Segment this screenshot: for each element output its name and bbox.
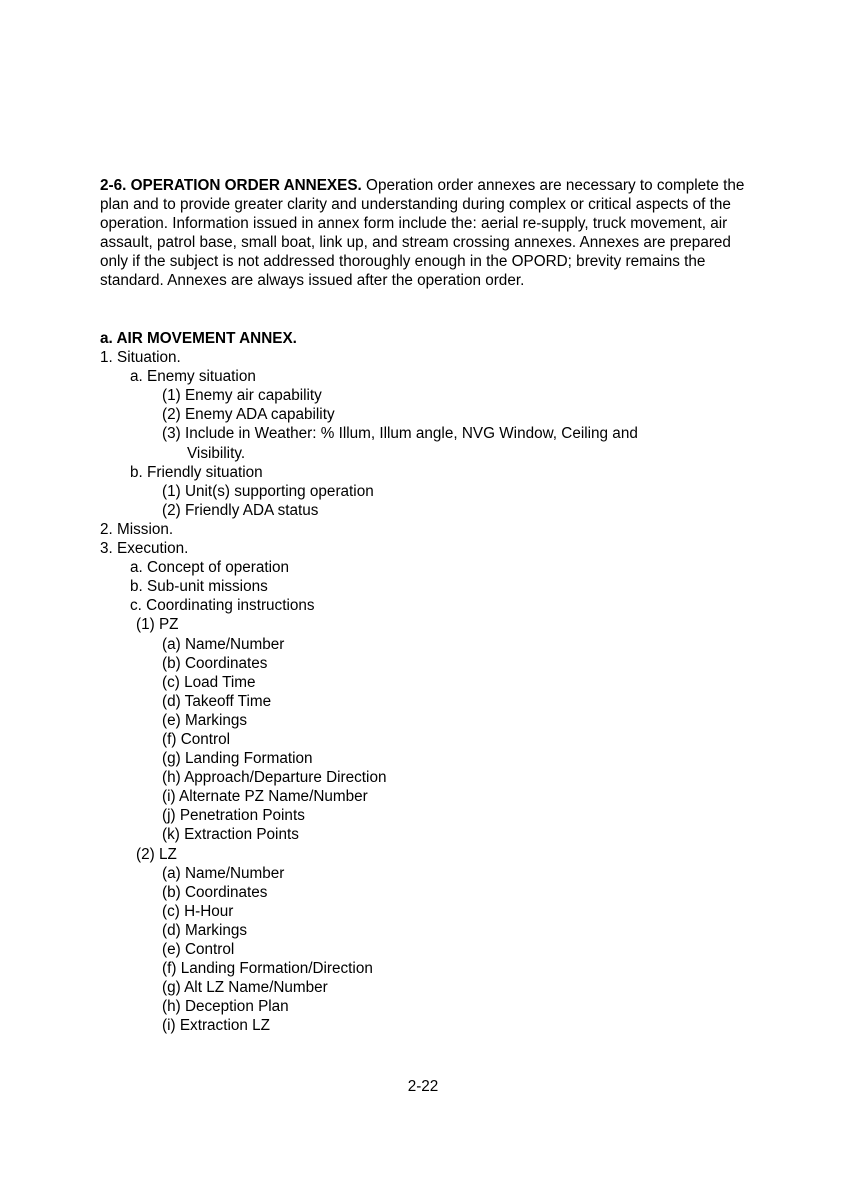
lz-list-item: (g) Alt LZ Name/Number bbox=[162, 979, 328, 997]
concept-item: a. Concept of operation bbox=[130, 559, 290, 577]
pz-list-item: (g) Landing Formation bbox=[162, 750, 313, 768]
intro-body: Operation order annexes are necessary to complete the plan and to provide greater clarity and understanding during complex or critical aspects of the operation. Information issued in annex form include the: aerial re-supply, truck movement, air assault, patrol base, small boat, link up, and stream crossing annexes. Annexes are prepared only if the subject is not addressed thoroughly enough in the OPORD; brevity remains the standard. Annexes are always issued after the operation order. bbox=[100, 177, 745, 290]
page-number: 2-22 bbox=[407, 1078, 439, 1095]
weather-item: (3) Include in Weather: % Illum, Illum angle, NVG Window, Ceiling and bbox=[162, 425, 638, 443]
pz-list-item: (b) Coordinates bbox=[162, 654, 268, 672]
lz-list-item: (i) Extraction LZ bbox=[162, 1017, 270, 1035]
pz-list-item: (j) Penetration Points bbox=[162, 807, 305, 825]
pz-heading: (1) PZ bbox=[136, 616, 179, 634]
lz-list-item: (b) Coordinates bbox=[162, 883, 268, 901]
pz-list-item: (c) Load Time bbox=[162, 673, 256, 691]
coordinating-item: c. Coordinating instructions bbox=[130, 597, 315, 615]
pz-list-item: (e) Markings bbox=[162, 711, 247, 729]
pz-list-item: (f) Control bbox=[162, 730, 230, 748]
subunit-item: b. Sub-unit missions bbox=[130, 578, 268, 596]
enemy-air-item: (1) Enemy air capability bbox=[162, 387, 322, 405]
lz-list-item: (d) Markings bbox=[162, 921, 247, 939]
pz-list-item: (i) Alternate PZ Name/Number bbox=[162, 788, 368, 806]
execution-item: 3. Execution. bbox=[100, 540, 189, 558]
friendly-ada-item: (2) Friendly ADA status bbox=[162, 501, 319, 519]
weather-item-continued: Visibility. bbox=[187, 444, 246, 462]
pz-list-item: (a) Name/Number bbox=[162, 635, 285, 653]
mission-item: 2. Mission. bbox=[100, 520, 174, 538]
pz-list-item: (k) Extraction Points bbox=[162, 826, 299, 844]
pz-list-item: (h) Approach/Departure Direction bbox=[162, 769, 387, 787]
lz-list-item: (f) Landing Formation/Direction bbox=[162, 960, 373, 978]
lz-heading: (2) LZ bbox=[136, 845, 177, 863]
annex-title: a. AIR MOVEMENT ANNEX. bbox=[100, 330, 297, 347]
lz-list-item: (e) Control bbox=[162, 941, 235, 958]
intro-paragraph bbox=[100, 176, 752, 291]
situation-item: 1. Situation. bbox=[100, 349, 181, 367]
pz-list-item: (d) Takeoff Time bbox=[162, 692, 272, 710]
air-movement-annex bbox=[100, 329, 752, 1035]
lz-list-item: (h) Deception Plan bbox=[162, 998, 289, 1016]
units-supporting-item: (1) Unit(s) supporting operation bbox=[162, 482, 374, 500]
section-heading: 2-6. OPERATION ORDER ANNEXES. bbox=[100, 177, 362, 194]
enemy-ada-item: (2) Enemy ADA capability bbox=[162, 406, 335, 424]
lz-list-item: (c) H-Hour bbox=[162, 902, 234, 920]
lz-list-item: (a) Name/Number bbox=[162, 864, 285, 882]
enemy-situation-item: a. Enemy situation bbox=[130, 368, 256, 386]
friendly-situation-item: b. Friendly situation bbox=[130, 463, 263, 481]
